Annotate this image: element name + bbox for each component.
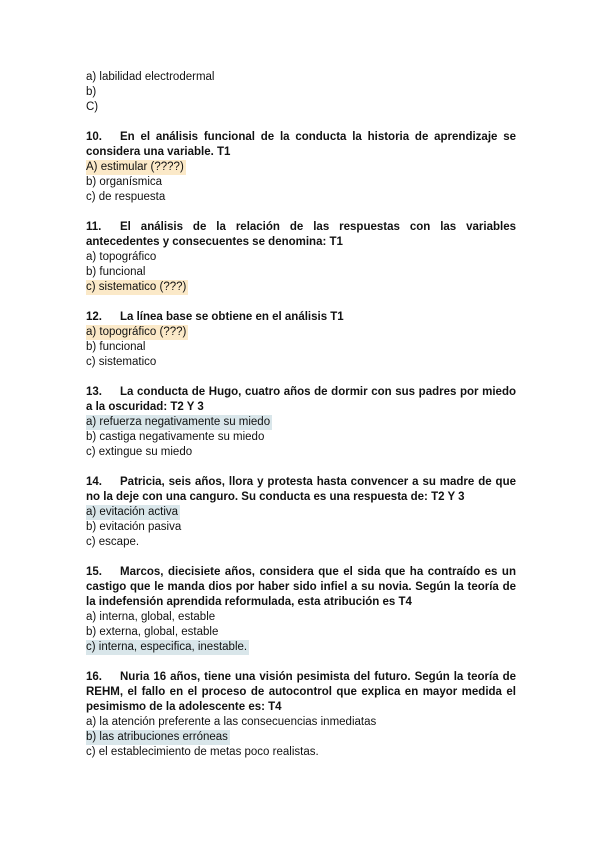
question-list bbox=[86, 130, 516, 760]
answer-option bbox=[86, 355, 516, 370]
answer-option bbox=[86, 190, 516, 205]
question-number: 10. bbox=[86, 131, 102, 143]
question-statement: En el análisis funcional de la conducta la historia de aprendizaje se considera una variable. T1 bbox=[86, 131, 516, 158]
question-number: 14. bbox=[86, 476, 102, 488]
answer-text: b) funcional bbox=[86, 341, 146, 353]
highlighted-answer: c) interna, especifica, inestable. bbox=[86, 641, 248, 653]
question-block bbox=[86, 310, 516, 370]
question-number: 16. bbox=[86, 671, 102, 683]
question-statement: Patricia, seis años, llora y protesta hasta convencer a su madre de que no la deje con una canguro. Su conducta es una respuesta de: T2 Y 3 bbox=[86, 476, 516, 503]
answer-option bbox=[86, 325, 516, 340]
answer-option bbox=[86, 250, 516, 265]
answer-text: a) topográfico bbox=[86, 251, 157, 263]
answer-option bbox=[86, 505, 516, 520]
answer-option bbox=[86, 610, 516, 625]
answer-option bbox=[86, 535, 516, 550]
question-block bbox=[86, 220, 516, 295]
intro-option: C) bbox=[86, 101, 99, 113]
highlighted-answer: a) evitación activa bbox=[86, 506, 179, 518]
highlighted-answer: c) sistematico (???) bbox=[86, 281, 187, 293]
answer-option bbox=[86, 745, 516, 760]
question-block bbox=[86, 565, 516, 655]
question-number: 13. bbox=[86, 386, 102, 398]
question-number: 11. bbox=[86, 221, 102, 233]
question-text bbox=[86, 670, 516, 715]
question-block bbox=[86, 130, 516, 205]
question-text bbox=[86, 220, 516, 250]
highlighted-answer: a) refuerza negativamente su miedo bbox=[86, 416, 271, 428]
question-statement: Marcos, diecisiete años, considera que el sida que ha contraído es un castigo que le manda dios por haber sido infiel a su novia. Según la teoría de la indefensión aprendida reformulada, esta atribución es T4 bbox=[86, 566, 516, 608]
document-page bbox=[86, 70, 516, 760]
question-text bbox=[86, 565, 516, 610]
question-text bbox=[86, 385, 516, 415]
question-text bbox=[86, 130, 516, 160]
answer-option bbox=[86, 280, 516, 295]
question-statement: El análisis de la relación de las respuestas con las variables antecedentes y consecuentes se denomina: T1 bbox=[86, 221, 516, 248]
answer-option bbox=[86, 640, 516, 655]
question-text bbox=[86, 310, 516, 325]
answer-option bbox=[86, 520, 516, 535]
answer-option bbox=[86, 430, 516, 445]
question-text bbox=[86, 475, 516, 505]
answer-text: c) sistematico bbox=[86, 356, 157, 368]
question-block bbox=[86, 385, 516, 460]
answer-option bbox=[86, 625, 516, 640]
answer-option bbox=[86, 265, 516, 280]
answer-text: b) externa, global, estable bbox=[86, 626, 219, 638]
answer-option bbox=[86, 730, 516, 745]
intro-options bbox=[86, 70, 516, 115]
answer-text: c) escape. bbox=[86, 536, 140, 548]
answer-text: b) castiga negativamente su miedo bbox=[86, 431, 265, 443]
intro-option: a) labilidad electrodermal bbox=[86, 71, 215, 83]
answer-text: a) la atención preferente a las consecuencias inmediatas bbox=[86, 716, 377, 728]
answer-option bbox=[86, 715, 516, 730]
answer-option bbox=[86, 415, 516, 430]
answer-option bbox=[86, 160, 516, 175]
answer-option bbox=[86, 445, 516, 460]
question-statement: La conducta de Hugo, cuatro años de dormir con sus padres por miedo a la oscuridad: T2 Y 3 bbox=[86, 386, 516, 413]
answer-text: a) interna, global, estable bbox=[86, 611, 216, 623]
answer-text: b) funcional bbox=[86, 266, 146, 278]
highlighted-answer: b) las atribuciones erróneas bbox=[86, 731, 228, 743]
answer-text: b) evitación pasiva bbox=[86, 521, 182, 533]
highlighted-answer: A) estimular (????) bbox=[86, 161, 184, 173]
intro-option: b) bbox=[86, 86, 97, 98]
answer-option bbox=[86, 175, 516, 190]
answer-option bbox=[86, 340, 516, 355]
answer-text: c) de respuesta bbox=[86, 191, 166, 203]
answer-text: b) organísmica bbox=[86, 176, 163, 188]
question-number: 12. bbox=[86, 311, 102, 323]
highlighted-answer: a) topográfico (???) bbox=[86, 326, 187, 338]
question-number: 15. bbox=[86, 566, 102, 578]
question-block bbox=[86, 475, 516, 550]
question-block bbox=[86, 670, 516, 760]
question-statement: Nuria 16 años, tiene una visión pesimista del futuro. Según la teoría de REHM, el fallo en el proceso de autocontrol que explica en mayor medida el pesimismo de la adolescente es: T4 bbox=[86, 671, 516, 713]
question-statement: La línea base se obtiene en el análisis T1 bbox=[120, 311, 344, 323]
answer-text: c) el establecimiento de metas poco realistas. bbox=[86, 746, 319, 758]
answer-text: c) extingue su miedo bbox=[86, 446, 193, 458]
